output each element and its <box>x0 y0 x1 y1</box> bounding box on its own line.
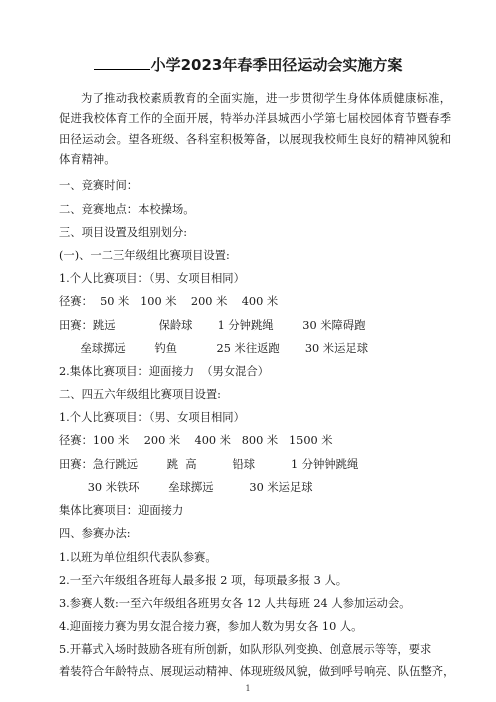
section-location: 二、竞赛地点：本校操场。 <box>59 203 195 216</box>
rule-5-line2: 着装符合年龄特点、展现运动精神、体现班级风貌，做到呼号响亮、队伍整齐， <box>59 665 455 678</box>
document-title <box>0 54 496 75</box>
individual-events-heading-2: 1.个人比赛项目：（男、女项目相同） <box>59 411 245 424</box>
section-time: 一、竞赛时间： <box>59 179 139 192</box>
section-participation: 四、参赛办法: <box>59 527 131 540</box>
track-events-grade-1-3: 径赛： 50 米 100 米 200 米 400 米 <box>59 295 279 308</box>
title-text: 小学2023年春季田径运动会实施方案 <box>150 56 403 74</box>
rule-4: 4.迎面接力赛为男女混合接力赛，参加人数为男女各 10 人。 <box>59 620 363 633</box>
intro-paragraph: 为了推动我校素质教育的全面实施，进一步贯彻学生身体体质健康标准，促进我校体育工作的全面开展，特举办洋县城西小学第七届校园体育节暨春季田径运动会。望各班级、各科室积极筹备，以展现我校师生良好的精神风貌和体育精神。 <box>59 92 451 167</box>
section-events: 三、项目设置及组别划分: <box>59 226 188 239</box>
field-events-grade-1-3-row2: 垒球掷远 钓鱼 25 米往返跑 30 米运足球 <box>59 342 368 355</box>
track-events-grade-4-6: 径赛：100 米 200 米 400 米 800 米 1500 米 <box>59 434 333 447</box>
subsection-grade-1-3: (一)、一二三年级组比赛项目设置: <box>59 249 230 262</box>
field-events-grade-4-6-row1: 田赛：急行跳远 跳 高 铅球 1 分钟钟跳绳 <box>59 458 359 471</box>
subsection-grade-4-6: 二、四五六年级组比赛项目设置: <box>59 388 221 401</box>
team-events-grade-4-6: 集体比赛项目：迎面接力 <box>59 504 184 517</box>
field-events-grade-4-6-row2: 30 米铁环 垒球掷远 30 米运足球 <box>59 481 313 494</box>
team-events-grade-1-3: 2.集体比赛项目：迎面接力 （男女混合） <box>59 365 270 378</box>
rule-1: 1.以班为单位组织代表队参赛。 <box>59 551 217 564</box>
rule-2: 2.一至六年级组各班每人最多报 2 项，每项最多报 3 人。 <box>59 574 348 587</box>
title-blank-line <box>94 54 150 70</box>
page-number: 1 <box>245 684 251 693</box>
rule-5-line1: 5.开幕式入场时鼓励各班有所创新，如队形队列变换、创意展示等等，要求 <box>59 643 432 656</box>
rule-3: 3.参赛人数:一至六年级组各班男女各 12 人共每班 24 人参加运动会。 <box>59 597 411 610</box>
individual-events-heading: 1.个人比赛项目：（男、女项目相同） <box>59 272 245 285</box>
field-events-grade-1-3-row1: 田赛：跳远 保龄球 1 分钟跳绳 30 米障碍跑 <box>59 319 366 332</box>
